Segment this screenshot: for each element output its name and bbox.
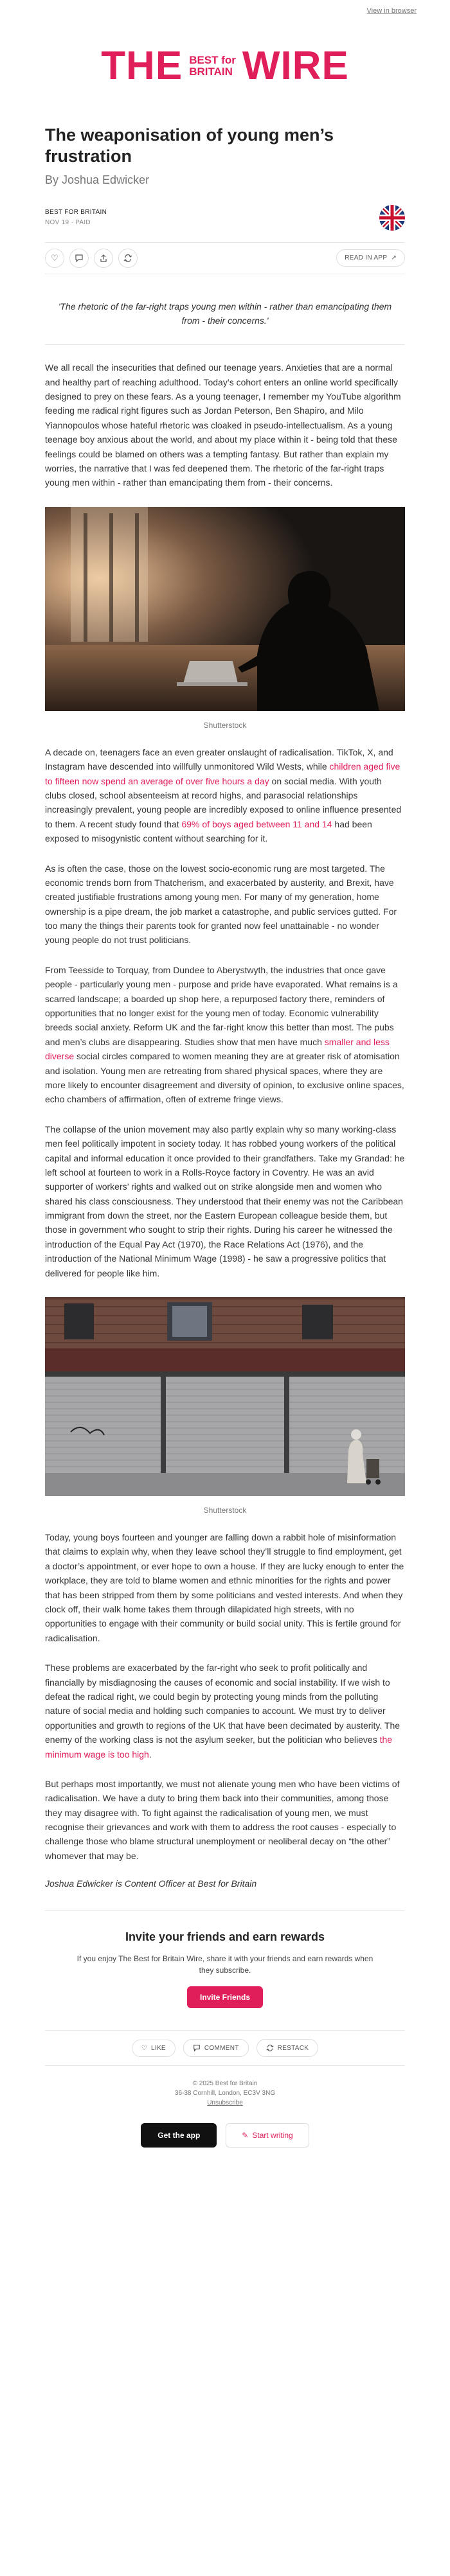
post-actions-left bbox=[45, 249, 138, 268]
logo-small-line2: BRITAIN bbox=[189, 66, 233, 78]
top-bar bbox=[0, 0, 450, 22]
read-in-app-button[interactable] bbox=[336, 249, 405, 267]
logo-small-line1: BEST for bbox=[189, 54, 236, 67]
union-jack-icon bbox=[379, 205, 405, 231]
paragraph-7 bbox=[45, 1661, 405, 1761]
comment-icon bbox=[193, 2044, 201, 2052]
invite-heading: Invite your friends and earn rewards bbox=[125, 1930, 325, 1944]
restack-icon bbox=[123, 254, 132, 263]
pencil-icon: ✎ bbox=[242, 2131, 249, 2140]
restack-label: RESTACK bbox=[277, 2044, 309, 2052]
paragraph-8: But perhaps most importantly, we must not alienate young men who have been victims of radicalisation. We have a duty to bring them back into their communities, among those they may disagree with. To fight against the radicalisation of young men, we must recognise their grievances and work with them to address the root causes - especially to challenge those who blame structural unemployment or neoliberal decay on “the other” whomever that may be. bbox=[45, 1778, 400, 1861]
comment-label: COMMENT bbox=[204, 2044, 239, 2052]
app-buttons bbox=[45, 2123, 405, 2167]
read-in-app-label: READ IN APP bbox=[345, 254, 388, 262]
figure-1-caption: Shutterstock bbox=[203, 720, 247, 730]
social-circles-link[interactable]: smaller and less diverse bbox=[45, 1036, 390, 1062]
figure-2 bbox=[45, 1297, 405, 1515]
publication-logo[interactable] bbox=[0, 46, 450, 86]
author-note: Joshua Edwicker is Content Officer at Best for Britain bbox=[45, 1878, 257, 1889]
share-button[interactable] bbox=[94, 249, 113, 268]
paragraph-4 bbox=[45, 963, 405, 1107]
byline bbox=[45, 205, 405, 231]
like-label: LIKE bbox=[151, 2044, 166, 2052]
paragraph-2-text-b: on social media. With youth clubs closed, school absenteeism at record highs, and parasocial relationships increasingly prevalent, young people are incredibly exposed to online influence presented to them. A recent study found that bbox=[45, 775, 402, 829]
byline-text bbox=[45, 209, 107, 226]
logo-wire: WIRE bbox=[242, 44, 349, 88]
restack-button[interactable] bbox=[118, 249, 138, 268]
comment-icon bbox=[75, 254, 84, 263]
arrow-up-right-icon: ↗ bbox=[391, 254, 397, 262]
teenager-laptop-image[interactable] bbox=[45, 507, 405, 711]
bottom-actions-bar bbox=[45, 2030, 405, 2066]
like-button[interactable] bbox=[45, 249, 64, 268]
logo-the: THE bbox=[101, 44, 183, 88]
paragraph-2-text-a: A decade on, teenagers face an even greater onslaught of radicalisation. TikTok, X, and Instagram have descended into willfully unmonitored Wild Wests, while bbox=[45, 746, 393, 772]
publication-name[interactable]: BEST FOR BRITAIN bbox=[45, 209, 107, 216]
restack-icon bbox=[266, 2044, 274, 2052]
minimum-wage-link[interactable]: the minimum wage is too high bbox=[45, 1734, 393, 1760]
invite-section bbox=[45, 1910, 405, 2008]
publication-avatar[interactable] bbox=[379, 205, 405, 231]
figure-2-caption: Shutterstock bbox=[203, 1506, 247, 1515]
bottom-comment-button[interactable] bbox=[183, 2039, 249, 2057]
post-meta: NOV 19 · PAID bbox=[45, 219, 91, 227]
start-writing-button[interactable] bbox=[226, 2123, 309, 2148]
invite-text: If you enjoy The Best for Britain Wire, share it with your friends and earn rewards when they subscribe. bbox=[76, 1954, 374, 1975]
footer-copyright: © 2025 Best for Britain bbox=[192, 2080, 258, 2088]
paragraph-5: The collapse of the union movement may also partly explain why so many working-class men feel politically impotent in society today. It has robbed young workers of the political capital and informal education it once provided to their grandfathers. Take my Grandad: he left school at fourteen to work in a Rolls-Royce factory in Coventry. He was an avid supporter of workers’ rights and walked out on strike alongside men and women who shared his class consciousness. They understood that their enemy was not the Caribbean immigrant from down the street, nor the Eastern European colleague beside them, but those in government who sought to strip their rights. During his career he witnessed the introduction of the Equal Pay Act (1970), the Race Relations Act (1976), and the introduction of the National Minimum Wage (1998) - he saw a progressive politics that delivered for people like him. bbox=[45, 1124, 405, 1278]
paragraph-2 bbox=[45, 745, 405, 846]
paragraph-4-text-b: social circles compared to women meaning they are at greater risk of atomisation and isolation. Young men are retreating from shared physical spaces, where they are more likely to encounter disagreement and diversity of opinion, to exclusive online spaces, echo chambers of affirmation, often of extreme fringe views. bbox=[45, 1051, 404, 1105]
article bbox=[45, 125, 405, 2167]
logo-best-for-britain bbox=[189, 55, 236, 78]
post-actions-bar bbox=[45, 242, 405, 274]
heart-icon: ♡ bbox=[51, 252, 59, 263]
paragraph-7-text-b: . bbox=[148, 1749, 152, 1760]
invite-friends-button[interactable]: Invite Friends bbox=[187, 1986, 263, 2008]
paragraph-3: As is often the case, those on the lowest socio-economic rung are most targeted. The economic trends born from Thatcherism, and exacerbated by austerity, and Brexit, have created justifiable frustrations among young men. For many of my generation, home ownership is a pipe dream, the job market a catastrophe, and public services gutted. For too many the things their parents took for granted now feel unattainable - no wonder young people do not trust politicians. bbox=[45, 863, 397, 946]
paragraph-7-text-a: These problems are exacerbated by the far-right who seek to profit politically and financially by misdiagnosing the causes of economic and social instability. If we wish to defeat the radical right, we could begin by protecting young minds from the polluting nature of social media and holding such companies to account. We must try to deliver opportunities and growth to regions of the UK that have been decimated by austerity. The enemy of the working class is not the asylum seeker, but the politician who believes bbox=[45, 1663, 401, 1745]
paragraph-1: We all recall the insecurities that defined our teenage years. Anxieties that are a normal and healthy part of reaching adulthood. Today’s cohort enters an online world specifically designed to prey on these fears. As a young teenager, I remember my YouTube algorithm feeding me radical right figures such as Jordan Peterson, Ben Shapiro, and Milo Yiannopoulos whose hateful rhetoric was cloaked in pseudo-intellectualism. As a young teenage boy anxious about the world, and about my place within it - being told that these feelings could be blamed on others was a tempting fantasy. But rather than explain my worries, the narrative that I was fed deepened them. The rhetoric of the far-right traps young men within - rather than emancipating them from - their concerns. bbox=[45, 362, 401, 488]
screen-time-link[interactable]: children aged five to fifteen now spend an average of over five hours a day bbox=[45, 761, 401, 786]
pull-quote: 'The rhetoric of the far-right traps young men within - rather than emancipating them from - their concerns.' bbox=[45, 300, 405, 345]
footer-address: 36-38 Cornhill, London, EC3V 3NG bbox=[174, 2090, 276, 2097]
paragraph-6: Today, young boys fourteen and younger are falling down a rabbit hole of misinformation that claims to explain why, when they leave school they’ll struggle to find employment, get a doctor’s appointment, or ever hope to own a house. If they are lucky enough to enter the workplace, they are told to blame women and ethnic minorities for the rights and power that has been stripped from them by some politicians and vested interests. And when they clock off, their walk home takes them through dilapidated high streets, with no opportunities to engage with their community or build social unity. This is fertile ground for radicalisation. bbox=[45, 1532, 404, 1643]
article-title[interactable]: The weaponisation of young men’s frustration bbox=[45, 125, 334, 166]
start-writing-label: Start writing bbox=[252, 2131, 293, 2140]
misogyny-study-link[interactable]: 69% of boys aged between 11 and 14 bbox=[181, 818, 332, 829]
heart-icon: ♡ bbox=[141, 2044, 147, 2052]
unsubscribe-link[interactable]: Unsubscribe bbox=[207, 2099, 243, 2107]
bottom-like-button[interactable] bbox=[132, 2040, 176, 2057]
high-street-shutters-image[interactable] bbox=[45, 1297, 405, 1496]
comment-button[interactable] bbox=[69, 249, 89, 268]
get-the-app-button[interactable]: Get the app bbox=[141, 2123, 217, 2148]
view-in-browser-link[interactable]: View in browser bbox=[366, 7, 417, 15]
article-subtitle: By Joshua Edwicker bbox=[45, 173, 150, 186]
figure-1 bbox=[45, 507, 405, 730]
paragraph-4-text-a: From Teesside to Torquay, from Dundee to Aberystwyth, the industries that once gave people - particularly young men - purpose and pride have evaporated. What remains is a scarred landscape; a boarded up shop here, a repurposed factory there, reminders of opportunities that no longer exist for the young men of today. Economic vulnerability breeds social anxiety. Reform UK and the far-right know this better than most. The pubs and men’s clubs are disappearing. Studies show that men have much bbox=[45, 964, 398, 1047]
bottom-restack-button[interactable] bbox=[256, 2039, 319, 2057]
footer bbox=[45, 2079, 405, 2108]
share-icon bbox=[99, 254, 108, 263]
paragraph-2-text-c: had been exposed to misogynistic content without searching for it. bbox=[45, 818, 372, 844]
